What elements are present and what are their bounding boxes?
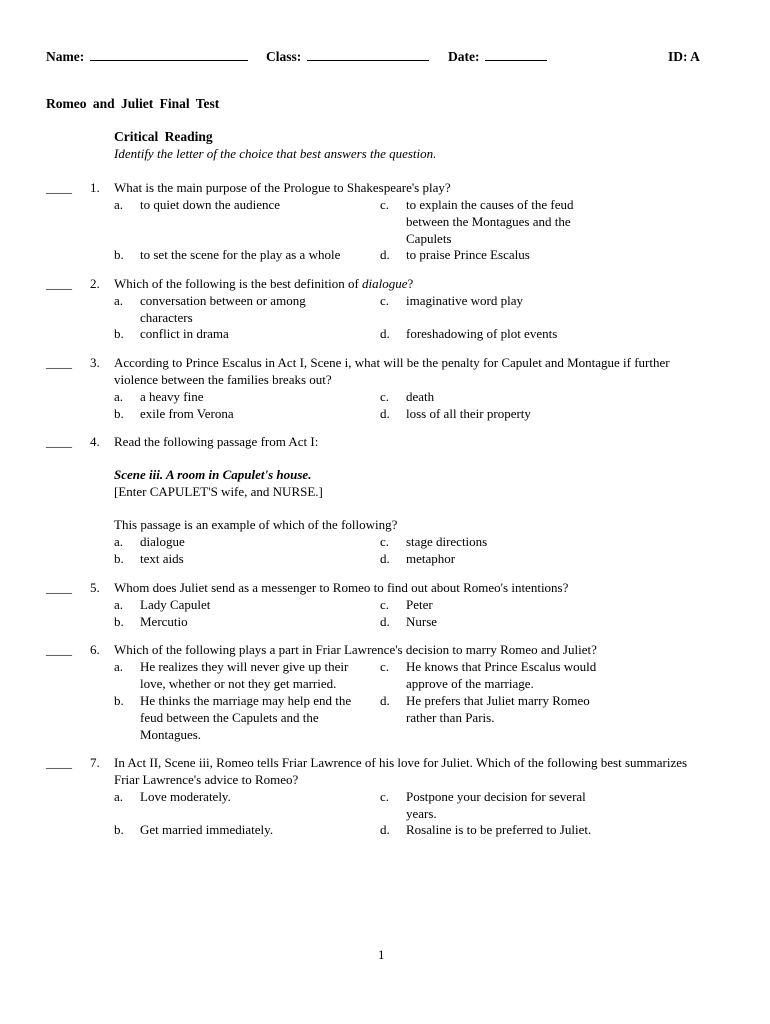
option-text: death <box>406 389 435 404</box>
question-stem: What is the main purpose of the Prologue to Shakespeare's play? <box>114 180 451 195</box>
option-text: Peter <box>406 597 433 612</box>
option-text: dialogue <box>140 534 185 549</box>
option-letter: a. <box>114 597 124 612</box>
option-text: Nurse <box>406 614 438 629</box>
option-letter: a. <box>114 389 124 404</box>
option-text: Get married immediately. <box>140 822 274 837</box>
option-text: to explain the causes of the feud between the Montagues and the Capulets <box>406 197 574 246</box>
answer-blank: ____ <box>46 355 72 370</box>
question-stem: Whom does Juliet send as a messenger to Romeo to find out about Romeo's intentions? <box>114 580 569 595</box>
option-letter: c. <box>380 293 390 308</box>
option-text: foreshadowing of plot events <box>406 326 558 341</box>
option-text: to quiet down the audience <box>140 197 281 212</box>
option-text: Lady Capulet <box>140 597 211 612</box>
option-text: Postpone your decision for several years. <box>406 789 586 821</box>
passage-line: [Enter CAPULET'S wife, and NURSE.] <box>114 484 323 499</box>
option-text: metaphor <box>406 551 456 566</box>
option-letter: a. <box>114 197 124 212</box>
option-text: He knows that Prince Escalus would approve of the marriage. <box>406 659 597 691</box>
option-letter: c. <box>380 597 390 612</box>
stem-text: Which of the following is the best definition of <box>114 276 363 291</box>
option-text: conversation between or among characters <box>140 293 306 325</box>
option-letter: d. <box>380 247 390 262</box>
class-label: Class: <box>266 49 302 64</box>
answer-blank: ____ <box>46 755 72 770</box>
option-letter: c. <box>380 389 390 404</box>
date-label: Date: <box>448 49 480 64</box>
answer-blank: ____ <box>46 180 72 195</box>
option-text: to set the scene for the play as a whole <box>140 247 341 262</box>
option-letter: d. <box>380 406 390 421</box>
section-instruction: Identify the letter of the choice that best answers the question. <box>114 146 437 161</box>
option-text: Rosaline is to be preferred to Juliet. <box>406 822 592 837</box>
option-letter: d. <box>380 551 390 566</box>
option-letter: c. <box>380 789 390 804</box>
option-text: text aids <box>140 551 184 566</box>
question-stem: Read the following passage from Act I: <box>114 434 319 449</box>
question-number: 3. <box>90 355 100 370</box>
option-text: a heavy fine <box>140 389 204 404</box>
option-letter: d. <box>380 693 390 708</box>
question-number: 5. <box>90 580 100 595</box>
option-letter: c. <box>380 197 390 212</box>
option-letter: c. <box>380 534 390 549</box>
name-label: Name: <box>46 49 85 64</box>
question-number: 1. <box>90 180 100 195</box>
question-number: 4. <box>90 434 100 449</box>
option-text: imaginative word play <box>406 293 523 308</box>
option-letter: d. <box>380 614 390 629</box>
option-text: Mercutio <box>140 614 188 629</box>
option-text: stage directions <box>406 534 488 549</box>
option-letter: b. <box>114 551 124 566</box>
option-letter: b. <box>114 822 124 837</box>
option-letter: b. <box>114 326 124 341</box>
date-blank-line <box>485 48 547 61</box>
class-field <box>266 48 429 65</box>
option-letter: b. <box>114 614 124 629</box>
class-blank-line <box>307 48 429 61</box>
stem-emphasis: dialogue <box>362 276 408 291</box>
option-text: to praise Prince Escalus <box>406 247 530 262</box>
question-number: 2. <box>90 276 100 291</box>
option-text: He realizes they will never give up their love, whether or not they get married. <box>140 659 349 691</box>
question-number: 7. <box>90 755 100 770</box>
id-label: ID: A <box>668 49 700 64</box>
name-blank-line <box>90 48 248 61</box>
option-letter: d. <box>380 822 390 837</box>
question-number: 6. <box>90 642 100 657</box>
passage-title: Scene iii. A room in Capulet's house. <box>114 467 312 482</box>
option-letter: d. <box>380 326 390 341</box>
name-field <box>46 48 248 65</box>
test-title: Romeo and Juliet Final Test <box>46 96 220 111</box>
date-field <box>448 48 547 65</box>
answer-blank: ____ <box>46 580 72 595</box>
option-letter: c. <box>380 659 390 674</box>
stem-text-end: ? <box>407 276 414 291</box>
option-text: He thinks the marriage may help end the feud between the Capulets and the Montagues. <box>140 693 352 742</box>
question-stem: According to Prince Escalus in Act I, Scene i, what will be the penalty for Capulet and Montague if further violence between the families breaks out? <box>114 355 670 387</box>
question-prompt: This passage is an example of which of the following? <box>114 517 398 532</box>
question-stem: In Act II, Scene iii, Romeo tells Friar Lawrence of his love for Juliet. Which of the following best summarizes Friar Lawrence's advice to Romeo? <box>114 755 688 787</box>
option-letter: a. <box>114 293 124 308</box>
answer-blank: ____ <box>46 642 72 657</box>
option-letter: b. <box>114 693 124 708</box>
option-letter: b. <box>114 247 124 262</box>
section-heading: Critical Reading <box>114 129 213 144</box>
question-stem: Which of the following plays a part in Friar Lawrence's decision to marry Romeo and Juliet? <box>114 642 597 657</box>
option-letter: a. <box>114 534 124 549</box>
option-text: He prefers that Juliet marry Romeo rather than Paris. <box>406 693 590 725</box>
option-text: loss of all their property <box>406 406 531 421</box>
option-letter: b. <box>114 406 124 421</box>
page-number: 1 <box>378 947 385 962</box>
option-text: exile from Verona <box>140 406 234 421</box>
section-header <box>114 128 436 162</box>
answer-blank: ____ <box>46 434 72 449</box>
option-letter: a. <box>114 659 124 674</box>
option-text: conflict in drama <box>140 326 229 341</box>
answer-blank: ____ <box>46 276 72 291</box>
option-text: Love moderately. <box>140 789 231 804</box>
option-letter: a. <box>114 789 124 804</box>
question-stem <box>114 275 704 292</box>
